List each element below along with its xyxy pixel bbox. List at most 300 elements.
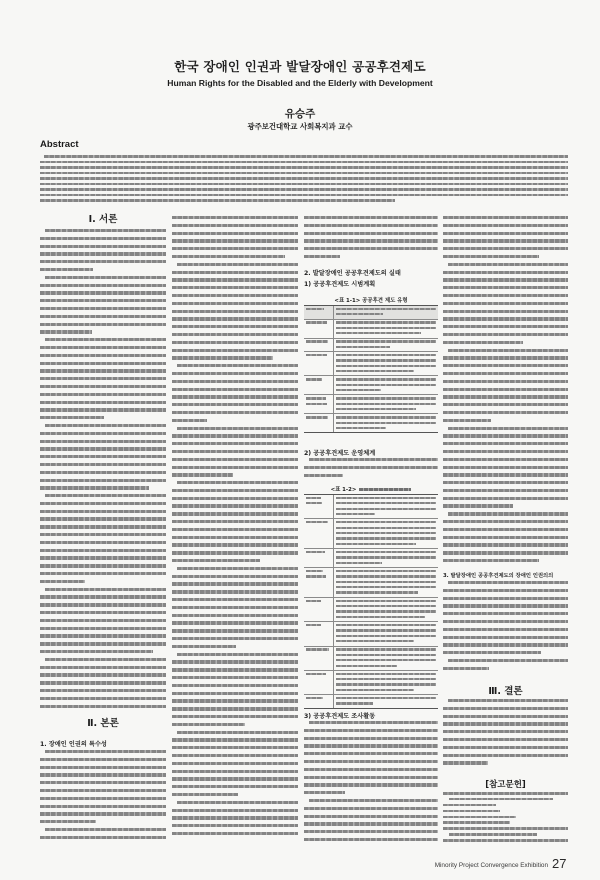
text-line: [336, 689, 414, 691]
text-line: [443, 364, 568, 367]
text-line: [443, 395, 568, 398]
text-line: [443, 504, 513, 507]
text-line: [443, 816, 516, 819]
table-row: [304, 395, 438, 414]
text-line: [443, 628, 568, 631]
text-line: [40, 572, 166, 575]
text-line: [172, 450, 298, 453]
text-line: [443, 651, 541, 654]
text-line: [306, 378, 322, 380]
table-content-cell: [334, 339, 438, 352]
text-line: [336, 354, 436, 356]
subsection-heading: 2. 발달장애인 공공후견제도의 실태: [304, 270, 401, 277]
text-line: [44, 155, 568, 158]
text-line: [443, 543, 568, 546]
text-line: [45, 338, 166, 341]
text-line: [40, 432, 166, 435]
text-line: [336, 570, 436, 572]
text-line: [40, 330, 92, 333]
text-line: [443, 746, 568, 749]
table-row: [304, 568, 438, 598]
text-line: [443, 497, 568, 500]
text-line: [40, 525, 166, 528]
text-line: [304, 776, 438, 779]
text-line: [177, 567, 298, 570]
text-line: [172, 294, 298, 297]
text-line: [172, 746, 298, 749]
text-line: [40, 463, 166, 466]
text-line: [45, 750, 166, 753]
text-line: [304, 255, 340, 258]
text-line: [40, 323, 166, 326]
text-line: [40, 188, 568, 191]
text-line: [306, 697, 323, 699]
text-line: [172, 271, 298, 274]
text-line: [40, 820, 96, 823]
text-line: [336, 616, 425, 618]
text-line: [172, 816, 298, 819]
text-line: [40, 284, 166, 287]
text-line: [40, 595, 166, 598]
text-line: [172, 832, 298, 835]
text-line: [336, 605, 436, 607]
table-content-cell: [334, 414, 438, 432]
text-line: [45, 229, 166, 232]
text-line: [40, 634, 166, 637]
table-row: [304, 598, 438, 622]
body-text-block: [172, 216, 298, 846]
text-line: [40, 642, 166, 645]
text-line: [443, 294, 568, 297]
text-line: [443, 286, 568, 289]
body-text-block: [40, 750, 166, 846]
table-label-cell: [304, 495, 334, 518]
text-line: [40, 166, 568, 169]
text-line: [172, 325, 298, 328]
table-label-cell: [304, 306, 334, 319]
text-line: [306, 624, 321, 626]
body-text-block: [443, 581, 568, 681]
text-line: [443, 722, 568, 725]
text-line: [304, 239, 438, 242]
text-line: [443, 356, 568, 359]
text-line: [40, 580, 85, 583]
text-line: [336, 624, 436, 626]
table-content-cell: [334, 376, 438, 394]
text-line: [443, 458, 568, 461]
text-line: [172, 255, 285, 258]
text-line: [40, 369, 166, 372]
text-line: [443, 667, 489, 670]
text-line: [336, 702, 373, 704]
text-line: [336, 665, 397, 667]
text-line: [443, 612, 568, 615]
text-line: [172, 310, 298, 313]
text-line: [40, 611, 166, 614]
table-label-cell: [304, 568, 334, 597]
table-content-cell: [334, 320, 438, 338]
text-line: [304, 247, 438, 250]
text-line: [443, 792, 568, 795]
text-line: [172, 707, 298, 710]
table-row: [304, 306, 438, 320]
text-line: [443, 810, 500, 813]
text-line: [304, 224, 438, 227]
text-line: [172, 551, 298, 554]
text-line: [336, 408, 416, 410]
text-line: [40, 447, 166, 450]
text-line: [40, 455, 166, 458]
text-line: [40, 517, 166, 520]
text-line: [443, 821, 510, 824]
text-line: [40, 401, 166, 404]
text-line: [172, 668, 298, 671]
text-line: [336, 629, 436, 631]
text-line: [172, 317, 298, 320]
text-line: [40, 194, 568, 197]
text-line: [40, 385, 166, 388]
text-line: [172, 278, 298, 281]
text-line: [443, 325, 568, 328]
text-line: [443, 589, 568, 592]
text-line: [309, 799, 438, 802]
text-line: [336, 673, 436, 675]
text-line: [40, 541, 166, 544]
table-label-cell: [304, 598, 334, 621]
text-line: [40, 199, 395, 202]
text-line: [304, 791, 345, 794]
table-label-cell: [304, 695, 334, 708]
text-line: [336, 378, 436, 380]
text-line: [309, 721, 438, 724]
text-line: [336, 640, 414, 642]
text-line: [443, 536, 568, 539]
text-line: [40, 697, 166, 700]
text-line: [172, 349, 298, 352]
text-line: [40, 291, 166, 294]
text-line: [172, 380, 298, 383]
table-content-cell: [334, 549, 438, 567]
text-line: [336, 575, 436, 577]
text-line: [40, 299, 166, 302]
text-line: [443, 754, 568, 757]
subsection-heading: 1. 장애인 인권의 특수성: [40, 741, 107, 748]
table-caption-text: [359, 488, 411, 491]
text-line: [40, 260, 166, 263]
text-line: [172, 528, 298, 531]
text-line: [40, 549, 166, 552]
text-line: [40, 705, 166, 708]
text-line: [40, 533, 166, 536]
text-line: [172, 302, 298, 305]
text-line: [172, 629, 298, 632]
text-line: [336, 321, 436, 323]
table-row: [304, 339, 438, 353]
text-line: [40, 650, 153, 653]
text-line: [336, 340, 436, 342]
text-line: [45, 424, 166, 427]
text-line: [336, 332, 421, 334]
text-line: [172, 536, 298, 539]
text-line: [172, 489, 298, 492]
text-line: [172, 419, 207, 422]
text-line: [336, 403, 436, 405]
text-line: [336, 581, 436, 583]
table-label-cell: [304, 320, 334, 338]
text-line: [336, 591, 418, 593]
text-line: [443, 761, 488, 764]
text-line: [443, 827, 568, 830]
text-line: [443, 466, 568, 469]
text-line: [172, 660, 298, 663]
text-line: [304, 807, 438, 810]
table-caption: <표 1-1> 공공후견 제도 유형: [334, 298, 408, 304]
text-line: [40, 177, 568, 180]
subsubsection-heading: 1) 공공후견제도 시범계획: [304, 281, 376, 288]
table-content-cell: [334, 647, 438, 670]
text-line: [172, 793, 238, 796]
text-line: [172, 684, 298, 687]
table-label-cell: [304, 352, 334, 375]
text-line: [40, 805, 166, 808]
table-content-cell: [334, 622, 438, 645]
text-line: [304, 768, 438, 771]
section-heading-body: Ⅱ. 본론: [87, 718, 119, 729]
text-line: [172, 247, 298, 250]
text-line: [443, 715, 568, 718]
text-line: [306, 497, 321, 499]
reference-list: [443, 792, 568, 846]
text-line: [443, 372, 568, 375]
body-text-block: [304, 721, 438, 846]
table-row: [304, 622, 438, 646]
text-line: [304, 474, 343, 477]
text-line: [336, 422, 436, 424]
table-label-cell: [304, 622, 334, 645]
text-line: [40, 408, 166, 411]
page-number: 27: [552, 856, 567, 871]
text-line: [449, 833, 537, 836]
text-line: [177, 731, 298, 734]
text-line: [40, 773, 166, 776]
text-line: [172, 777, 298, 780]
text-line: [443, 216, 568, 219]
text-line: [443, 224, 568, 227]
text-line: [40, 673, 166, 676]
text-line: [40, 603, 166, 606]
text-line: [443, 839, 568, 842]
text-line: [443, 341, 523, 344]
text-line: [40, 789, 166, 792]
text-line: [40, 812, 166, 815]
text-line: [172, 442, 298, 445]
body-text-block: [304, 216, 438, 266]
text-line: [172, 770, 298, 773]
publication-name: Minority Project Convergence Exhibition: [434, 862, 548, 869]
text-line: [443, 271, 568, 274]
text-line: [172, 614, 298, 617]
text-line: [40, 252, 166, 255]
text-line: [45, 828, 166, 831]
text-line: [443, 528, 568, 531]
text-line: [40, 362, 166, 365]
text-line: [40, 836, 166, 839]
text-line: [306, 308, 324, 310]
text-line: [443, 520, 568, 523]
text-line: [40, 619, 166, 622]
text-line: [443, 317, 568, 320]
text-line: [40, 245, 166, 248]
text-line: [336, 659, 436, 661]
text-line: [443, 636, 568, 639]
text-line: [443, 559, 539, 562]
table-label-cell: [304, 647, 334, 670]
text-line: [172, 239, 298, 242]
table-label-cell: [304, 519, 334, 548]
text-line: [40, 172, 568, 175]
table-content-cell: [334, 395, 438, 413]
text-line: [172, 232, 298, 235]
text-line: [336, 389, 381, 391]
text-line: [336, 556, 436, 558]
text-line: [336, 416, 436, 418]
table-row: [304, 519, 438, 549]
text-line: [172, 738, 298, 741]
text-line: [443, 604, 568, 607]
text-line: [443, 388, 568, 391]
body-text-block: [443, 216, 568, 568]
text-line: [306, 403, 327, 405]
text-line: [40, 556, 166, 559]
text-line: [336, 346, 390, 348]
text-line: [443, 620, 568, 623]
text-line: [306, 575, 326, 577]
table-label-cell: [304, 671, 334, 694]
text-line: [45, 276, 166, 279]
table-content-cell: [334, 671, 438, 694]
text-line: [40, 377, 166, 380]
text-line: [336, 513, 375, 515]
table-content-cell: [334, 568, 438, 597]
text-line: [336, 610, 436, 612]
text-line: [172, 637, 298, 640]
text-line: [172, 692, 298, 695]
text-line: [172, 598, 298, 601]
text-line: [304, 729, 438, 732]
text-line: [306, 570, 323, 572]
text-line: [443, 302, 568, 305]
text-line: [172, 434, 298, 437]
text-line: [40, 479, 166, 482]
text-line: [443, 333, 568, 336]
text-line: [443, 597, 568, 600]
text-line: [443, 489, 568, 492]
text-line: [177, 364, 298, 367]
text-line: [336, 397, 436, 399]
paper-title: 한국 장애인 인권과 발달장애인 공공후견제도: [174, 59, 426, 74]
subsection-heading: 3. 발달장애인 공공후견제도의 장애인 인권의의: [443, 573, 554, 579]
text-line: [40, 666, 166, 669]
text-line: [45, 494, 166, 497]
body-text-block: [40, 229, 166, 713]
text-line: [172, 809, 298, 812]
text-line: [172, 621, 298, 624]
table-label-cell: [304, 339, 334, 352]
text-line: [336, 532, 436, 534]
text-line: [304, 744, 438, 747]
text-line: [172, 645, 236, 648]
text-line: [336, 562, 382, 564]
table-content-cell: [334, 695, 438, 708]
text-line: [448, 659, 568, 662]
text-line: [336, 427, 386, 429]
text-line: [336, 683, 436, 685]
text-line: [304, 466, 438, 469]
table-label-cell: [304, 549, 334, 567]
text-line: [40, 307, 166, 310]
text-line: [40, 346, 166, 349]
table-caption-label: <표 1-2>: [330, 487, 357, 493]
table-label-cell: [304, 376, 334, 394]
table-content-cell: [334, 306, 438, 319]
text-line: [172, 699, 298, 702]
text-line: [177, 263, 298, 266]
text-line: [304, 838, 438, 841]
text-line: [172, 723, 245, 726]
table-2: [304, 494, 438, 709]
abstract-heading: Abstract: [40, 139, 79, 150]
text-line: [172, 512, 298, 515]
body-text-block: [304, 458, 438, 483]
text-line: [40, 510, 166, 513]
text-line: [336, 502, 436, 504]
text-line: [304, 737, 438, 740]
text-line: [304, 216, 438, 219]
text-line: [443, 434, 568, 437]
text-line: [306, 521, 328, 523]
text-line: [443, 310, 568, 313]
text-line: [172, 543, 298, 546]
text-line: [336, 600, 436, 602]
text-line: [172, 403, 298, 406]
text-line: [172, 762, 298, 765]
text-line: [172, 590, 298, 593]
text-line: [304, 783, 438, 786]
text-line: [336, 308, 436, 310]
text-line: [336, 313, 383, 315]
text-line: [40, 486, 149, 489]
text-line: [304, 830, 438, 833]
text-line: [172, 224, 298, 227]
text-line: [40, 564, 166, 567]
text-line: [336, 497, 436, 499]
text-line: [306, 648, 329, 650]
table-content-cell: [334, 352, 438, 375]
section-heading-introduction: Ⅰ. 서론: [88, 214, 118, 225]
text-line: [172, 395, 298, 398]
text-line: [172, 504, 298, 507]
abstract-text: [40, 155, 568, 207]
text-line: [40, 393, 166, 396]
text-line: [336, 537, 436, 539]
text-line: [172, 559, 260, 562]
text-line: [336, 521, 436, 523]
text-line: [449, 798, 553, 801]
text-line: [40, 268, 93, 271]
text-line: [306, 416, 328, 418]
text-line: [40, 440, 166, 443]
text-line: [443, 707, 568, 710]
